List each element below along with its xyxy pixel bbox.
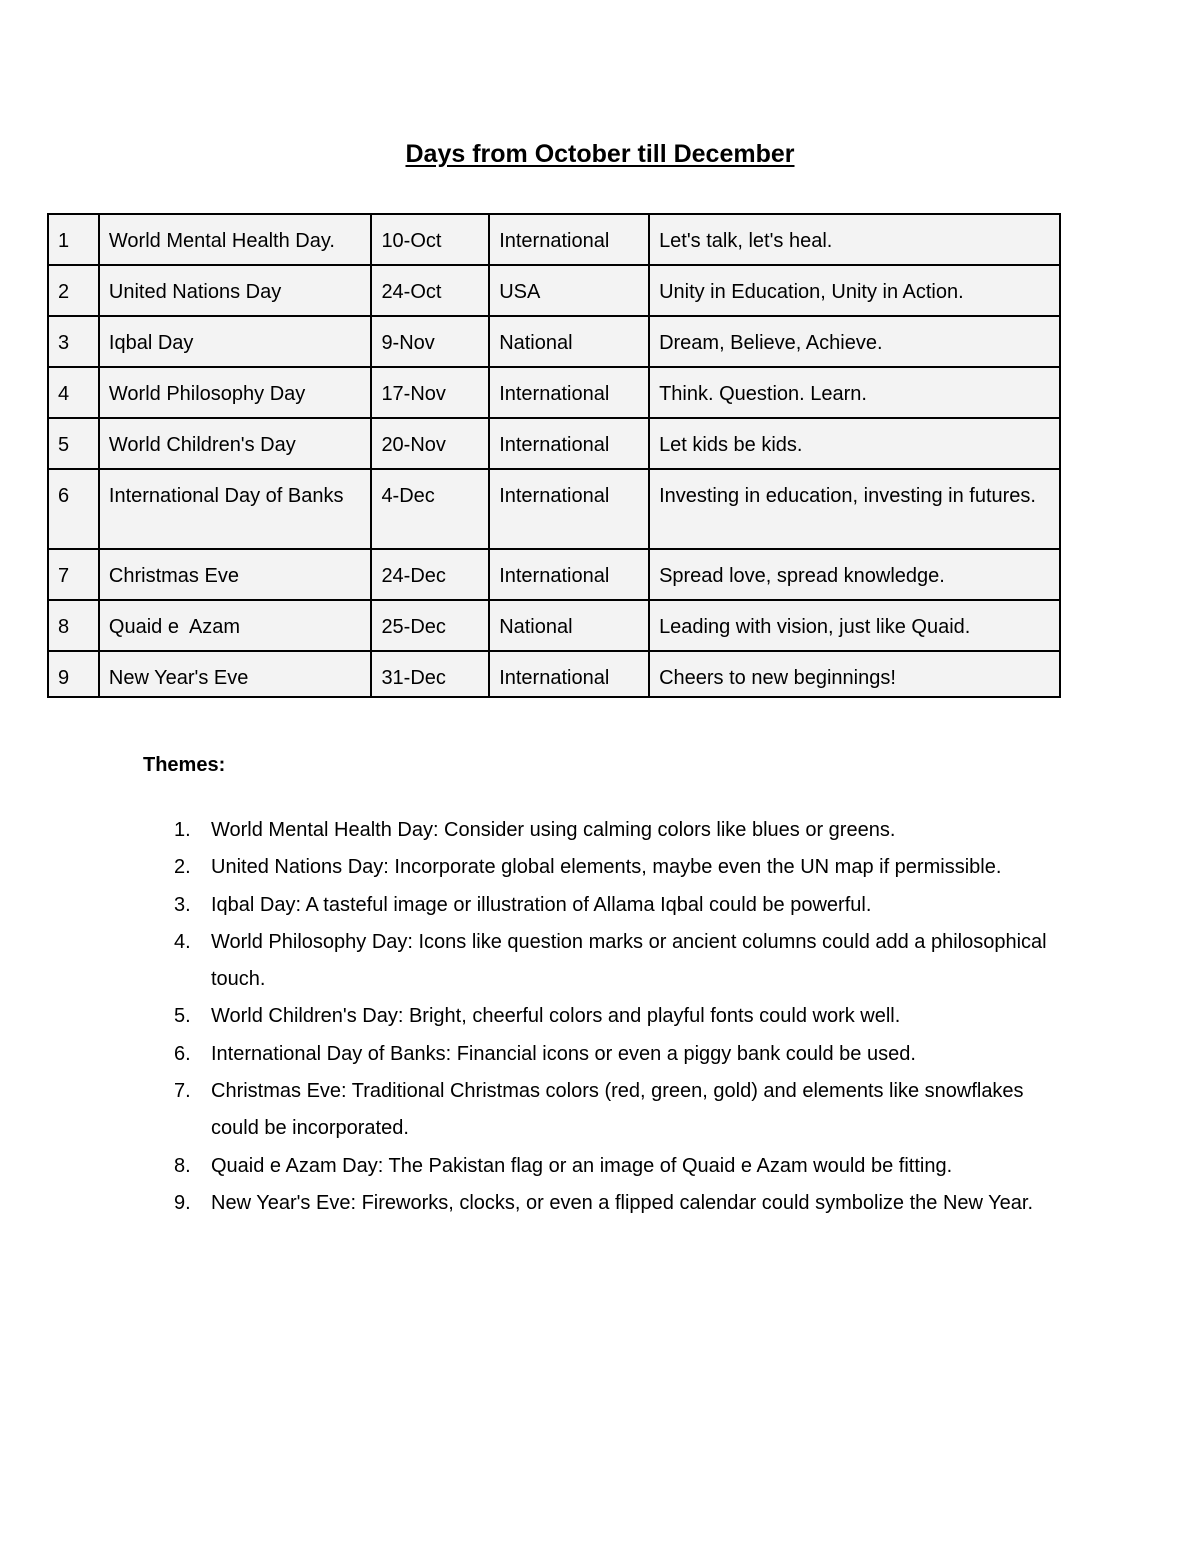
date-cell: 20-Nov [371,418,489,469]
slogan-cell: Cheers to new beginnings! [649,651,1060,697]
row-number-cell: 8 [48,600,99,651]
list-item-number: 7. [174,1080,191,1103]
slogan-cell: Let kids be kids. [649,418,1060,469]
list-item-number: 9. [174,1191,191,1214]
scope-cell: National [489,316,649,367]
list-item-number: 1. [174,819,191,841]
date-cell: 17-Nov [371,367,489,418]
list-item [174,1036,1071,1073]
table-row [48,600,1060,651]
list-item-number: 5. [174,1005,191,1028]
days-table [47,213,1061,698]
list-item-number: 4. [174,930,191,953]
table-row [48,265,1060,316]
date-cell: 10-Oct [371,214,489,265]
themes-list [174,812,1071,1222]
list-item-text: International Day of Banks: Financial icons or even a piggy bank could be used. [211,1042,916,1065]
row-number-cell: 3 [48,316,99,367]
scope-cell: International [489,418,649,469]
list-item [174,998,1071,1035]
list-item [174,924,1071,999]
day-name-cell: World Children's Day [99,418,372,469]
date-cell: 31-Dec [371,651,489,697]
day-name-cell: United Nations Day [99,265,372,316]
list-item [174,887,1071,924]
day-name-cell: World Mental Health Day. [99,214,372,265]
list-item [174,1148,1071,1185]
table-row [48,549,1060,600]
scope-cell: International [489,367,649,418]
slogan-cell: Let's talk, let's heal. [649,214,1060,265]
day-name-cell: Christmas Eve [99,549,372,600]
table-row [48,214,1060,265]
table-row [48,418,1060,469]
slogan-cell: Unity in Education, Unity in Action. [649,265,1060,316]
slogan-cell: Dream, Believe, Achieve. [649,316,1060,367]
row-number-cell: 7 [48,549,99,600]
row-number-cell: 1 [48,214,99,265]
list-item-number: 8. [174,1154,191,1177]
date-cell: 24-Dec [371,549,489,600]
scope-cell: USA [489,265,649,316]
list-item-text: New Year's Eve: Fireworks, clocks, or even a flipped calendar could symbolize the New Year. [211,1191,1034,1214]
list-item [174,812,1071,849]
list-item [174,1073,1071,1148]
table-row [48,469,1060,549]
day-name-cell: International Day of Banks [99,469,372,549]
table-row [48,316,1060,367]
table-row [48,367,1060,418]
scope-cell: International [489,651,649,697]
day-name-cell: Iqbal Day [99,316,372,367]
slogan-cell: Leading with vision, just like Quaid. [649,600,1060,651]
list-item-text: Quaid e Azam Day: The Pakistan flag or an image of Quaid e Azam would be fitting. [211,1154,953,1177]
list-item-number: 6. [174,1042,191,1065]
themes-heading: Themes: [143,754,226,776]
list-item [174,1185,1071,1222]
day-name-cell: Quaid e Azam [99,600,372,651]
list-item-text: World Mental Health Day: Consider using calming colors like blues or greens. [211,819,896,841]
scope-cell: International [489,469,649,549]
list-item-number: 3. [174,893,191,916]
list-item-text: Iqbal Day: A tasteful image or illustration of Allama Iqbal could be powerful. [211,893,872,916]
list-item [174,849,1071,886]
scope-cell: National [489,600,649,651]
scope-cell: International [489,549,649,600]
date-cell: 25-Dec [371,600,489,651]
list-item-text: World Children's Day: Bright, cheerful colors and playful fonts could work well. [211,1005,901,1028]
day-name-cell: World Philosophy Day [99,367,372,418]
slogan-cell: Investing in education, investing in futures. [649,469,1060,549]
slogan-cell: Spread love, spread knowledge. [649,549,1060,600]
date-cell: 4-Dec [371,469,489,549]
list-item-text: United Nations Day: Incorporate global elements, maybe even the UN map if permissible. [211,856,1002,879]
date-cell: 9-Nov [371,316,489,367]
row-number-cell: 5 [48,418,99,469]
table-row [48,651,1060,697]
document-title: Days from October till December [405,140,795,168]
row-number-cell: 6 [48,469,99,549]
row-number-cell: 2 [48,265,99,316]
list-item-text: World Philosophy Day: Icons like question marks or ancient columns could add a philosophical touch. [211,930,1047,991]
day-name-cell: New Year's Eve [99,651,372,697]
row-number-cell: 4 [48,367,99,418]
slogan-cell: Think. Question. Learn. [649,367,1060,418]
row-number-cell: 9 [48,651,99,697]
date-cell: 24-Oct [371,265,489,316]
scope-cell: International [489,214,649,265]
list-item-number: 2. [174,856,191,879]
list-item-text: Christmas Eve: Traditional Christmas colors (red, green, gold) and elements like snowflakes could be incorporated. [211,1080,1024,1140]
